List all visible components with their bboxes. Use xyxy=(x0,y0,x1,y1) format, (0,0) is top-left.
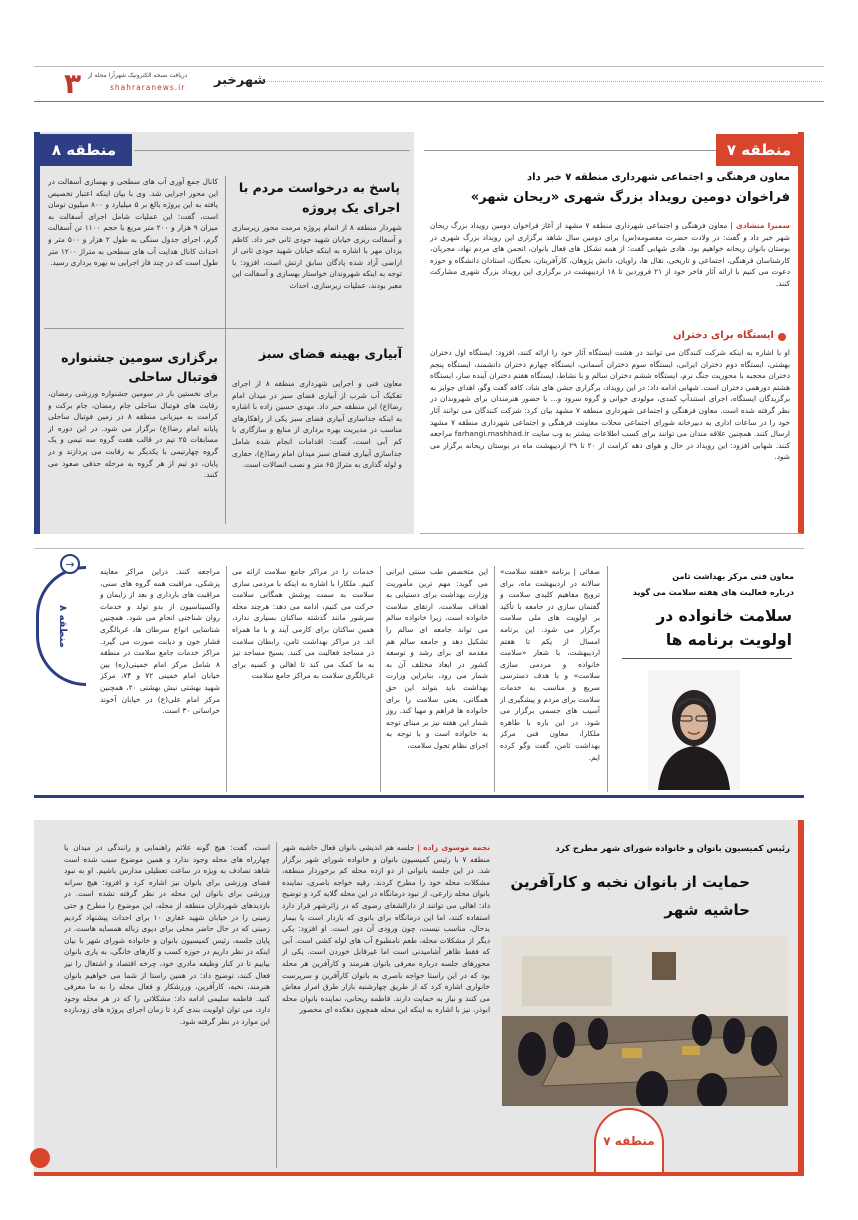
health-arrow-icon[interactable]: → xyxy=(60,554,80,574)
women-tag xyxy=(594,1108,664,1172)
region7-subhead: ایستگاه برای دختران xyxy=(672,330,774,341)
health-col3: خدمات را در مراکز جامع سلامت ارائه می کنیم. ملکارا با اشاره به اینکه با مردمی سازی سلامت به سمت پوشش همگانی سلامت حرکت می کنیم، ادامه می دهد: هرچند محله سرشور مانند گذشته ساکنان بسیاری ندارد، همین ساکنان برای کارمی آیند و با ما همراه اند. در مراکز بهداشت ثامن، رابطان سلامت در مساجد فعالیت می کنند. بسیج مساجد نیز به ما کمک می کند تا اهالی و کسبه برای غربالگری سلامت به مراکز جامع سلامت xyxy=(232,567,374,681)
region8-divider-h xyxy=(44,328,404,329)
health-rule4 xyxy=(226,566,227,792)
header-divider xyxy=(262,81,822,82)
meeting-photo xyxy=(502,936,788,1106)
region7-tag-rule xyxy=(424,150,716,151)
health-col1 xyxy=(500,566,600,792)
health-col2: این متخصص طب سنتی ایرانی می گوید: مهم ترین مأموریت وزارت بهداشت برای دستیابی به اهداف سلامت، ارتقای سلامت خانواده است، زیرا خانواده سالم می تواند جامعه ای سالم را تشکیل دهد و جامعه سالم هم مقدمه ای برای رشد و توسعه کشور در ابعاد مختلف آن به شمار می رود، بنابراین وزارت بهداشت باید بتواند این حق همگانی، یعنی سلامت را برای خانواده ها فراهم و مهیا کند. روز شمار این هفته نیز بر مبنای توجه به خانواده است و با توجه به اجرای نظام تحول سلامت، xyxy=(386,567,488,750)
region7-tag-label: منطقه ۷ xyxy=(726,141,792,159)
region7-body1-text: معاون فرهنگی و اجتماعی شهرداری منطقه ۷ مشهد از آغاز فراخوان دومین رویداد بزرگ ریحان شهر خبر داد و گفت: در ولادت حضرت معصومه(س) برای دومین سال شاهد برگزاری این رویداد بزرگ شهری در بوستان بانوان ریحانه خواهیم بود. هادی شهابی گفت: از همه تشکل های فعال بانوان، انجمن های مردم نهاد، مجریان، کارشناسان فرهنگی، اجتماعی و تاریخی، نقال ها، راویان، دانش پژوهان، کارآفرینان، نخبگان، استادان دانشگاه و حوزه دعوت می کنیم با ارائه آثار فاخر خود از ۲۱ فروردین تا ۱۸ اردیبهشت در برگزاری این رویداد بزرگ شهری مشارکت کنند. xyxy=(430,221,790,288)
health-headline-rule xyxy=(622,658,792,659)
portrait-photo xyxy=(648,670,740,790)
story1-headline: پاسخ به درخواست مردم با اجرای یک پروژه xyxy=(238,180,400,215)
health-col1-text: صفائی | برنامه «هفته سلامت» سالانه در اردیبهشت ماه، برای ترویج مفاهیم کلیدی سلامت و گفتمان سازی در جامعه با تأکید بر اولویت های ملی سلامت برگزار می شود. این برنامه امسال از یکم تا هفتم اردیبهشت، با شعار «سلامت خانواده و مردمی سازی سلامت» و با هدف دسترسی سریع و مناسب به خدمات سلامت برای مردم و پیشگیری از آسیب های جسمی برگزار می شود. در این باره با طاهره ملکارا، معاون فنی مرکز بهداشت ثامن، گفت وگو کرده ایم. xyxy=(500,567,600,762)
header xyxy=(34,66,824,102)
women-col1 xyxy=(282,842,490,1168)
health-rule1 xyxy=(607,566,608,792)
women-col2: است، گفت: هیچ گونه علائم راهنمایی و رانندگی در میدان یا چهارراه های محله وجود ندارد و همین موضوع سبب شده است شاهد تصادف به ویژه در ساعت تعطیلی مدارس باشیم. او به نبود فضای ورزشی برای بانوان نیز اشاره کرد و افزود: هیچ سرانه ورزشی برای بانوان این محله در نظر گرفته نشده است. در بازدیدهای شهرداران منطقه از محله، این موضوع را مطرح و حتی زمینی را در خیابان شهید غفاری ۱۰ برای احداث پیشنهاد کردیم زمینی که در حال حاضر محلی برای دپوی زباله همسایه هاست. در پایان جلسه، رئیس کمیسیون بانوان و خانواده شورای شهر با بیان اینکه در نظر داریم در حوزه کسب و کارهای خانگی، به یاری بانوان بیاییم تا در کنار وظیفه مادری خود، چرخه اقتصاد و اشتغال را نیز فعال کنند، توضیح داد: در همین راستا از شما می خواهیم بانوان هنرمند، نخبه، کارآفرین، ورزشکار و فعال محله را به ما معرفی کنید. فاطمه سلیمی ادامه داد: مشکلاتی را که در هر محله وجود دارد، می توان اولویت بندی کرد تا زمان اجرای پروژه های زودبازده این موارد در نظر گرفته شود. xyxy=(64,843,270,1026)
women-headline: حمایت از بانوان نخبه و کارآفرین حاشیه شهر xyxy=(510,873,750,919)
portrait-illustration xyxy=(648,670,740,790)
region8-tag xyxy=(36,134,132,166)
region7-kicker: معاون فرهنگی و اجتماعی شهرداری منطقه ۷ خبر داد xyxy=(527,172,790,183)
health-kicker2: درباره فعالیت های هفته سلامت می گوید xyxy=(632,588,794,597)
health-kicker1: معاون فنی مرکز بهداشت ثامن xyxy=(672,572,794,581)
region8-tag-label: منطقه ۸ xyxy=(51,141,117,159)
page-number: ۳ xyxy=(64,67,82,100)
meeting-illustration xyxy=(502,936,788,1106)
health-col4: مراجعه کنند. دراین مراکز معاینه پزشکی، مراقبت همه گروه های سنی، مراقبت های بارداری و بعد از زایمان و واکسیناسیون از بدو تولد و خدمات روان شناختی انجام می شود. همچنین شناسایی انواع سرطان ها، غربالگری فشار خون و دیابت صورت می گیرد. مراکز خدمات جامع سلامت در منطقه ۸ شامل مرکز امام خمینی(ره) بین خیابان امام خمینی ۷۲ و ۷۴، مرکز شهید بهشتی نبش بهشتی ۲۰، همچنین مرکز امام علی(ع) در خیابان آخوند خراسانی ۳۰ است. xyxy=(100,567,220,716)
region7-subhead-dot xyxy=(778,333,786,341)
health-rule2 xyxy=(494,566,495,792)
region8-divider-v xyxy=(225,176,226,524)
region7-body2: او با اشاره به اینکه شرکت کنندگان می توانند در هشت ایستگاه آثار خود را ارائه کنند، افزود: ایستگاه اول دختران بهشتی، ایستگاه دوم دختران ایرانی، ایستگاه سوم دختران آسمانی، ایستگاه چهارم دختران دانشمند، ایستگاه پنجم دختران محجبه با محوریت جنگ نرم، ایستگاه ششم دختران سالم و با نشاط، ایستگاه هفتم دختران آینده ساز، ایستگاه هشتم دورهمی دختران است. شهابی ادامه داد: در این رویداد، برگزاری جشن های شاد، کافه گفت وگو، اهدای جوایز به برگزیدگان ایستگاه، اجرای استندآپ کمدی، مولودی خوانی و گروه سرود و... با حضور هنرمندان برای شهروندان در نظر گرفته شده است. معاون فرهنگی و اجتماعی شهرداری منطقه ۷ مشهد بیان کرد: شرکت کنندگان می توانند آثار خود را در ساعات اداری به دبیرخانه شورای اجتماعی محلات معاونت فرهنگی و اجتماعی شهرداری منطقه ۷ مشهد ارسال کنند. همچنین علاقه مندان می توانند برای کسب اطلاعات بیشتر به وب سایت farhangi.mashhad.ir مراجعه کنند. شهابی افزود: این رویداد در حال و هوای دهه کرامت از ۲۰ تا ۲۹ اردیبهشت ماه در بوستان ریحانه برگزار می شود. xyxy=(430,348,790,462)
region7-byline: سمیرا منشادی | xyxy=(730,221,790,230)
region7-body1 xyxy=(430,220,790,314)
women-bottom-dot xyxy=(30,1148,50,1168)
region7-tag xyxy=(716,134,802,166)
header-brand: شهرخبر xyxy=(214,73,267,88)
story1-col2: کانال جمع آوری آب های سطحی و بهسازی آسفالت در این محور اجرایی شد. وی با بیان اینکه اعتبار تخصیص یافته به این پروژه بالغ بر ۵ میلیارد و ۸۰۰ میلیون تومان است، گفت: این عملیات شامل اجرای آسفالت به میزان ۹ هزار و ۲۰۰ متر مربع با حجم ۱۱۰۰ تن آسفالت گرم، اجرای جدول سنگی به طول ۲ هزار و ۵۰۰ متر و احداث کانال هدایت آب های سطحی به متراژ ۱۲۰۰ متر طول است که در چند فاز اجرایی به بهره برداری رسید. xyxy=(48,177,218,268)
story2-body: معاون فنی و اجرایی شهرداری منطقه ۸ از اجرای تفکیک آب شرب از آبیاری فضای سبز در میدان امام رضا(ع) این منطقه خبر داد. مهدی حسین زاده با اشاره به اینکه جداسازی آبیاری فضای سبز یکی از راهکارهای مناسب در مدیریت بهره برداری از منابع و سازگاری با کم آبی است، گفت: اقدامات انجام شده شامل جداسازی آبیاری فضای سبز میدان امام رضا(ع)، حفاری و لوله گذاری به متراژ ۶۵ متر و نصب اتصالات است. xyxy=(232,379,402,470)
region8-tag-rule xyxy=(134,150,410,151)
story1-col1: شهردار منطقه ۸ از اتمام پروژه مرمت محور زیرسازی و آسفالت ریزی خیابان شهید جودی ثانی خبر داد. کاظم یزدان مهر با اشاره به اینکه خیابان شهید جودی ثانی از اراضی آزاد شده پادگان سابق ارتش است، افزود: با توجه به اینکه شهروندان خواستار بهسازی و آسفالت این معبر بودند، عملیات زیرسازی، احداث xyxy=(232,223,402,290)
story3-headline: برگزاری سومین جشنواره فوتبال ساحلی xyxy=(61,350,218,384)
health-tag-label: منطقه ۸ xyxy=(57,604,68,648)
story3-body: برای نخستین بار در سومین جشنواره ورزشی رمضان، رقابت های فوتبال ساحلی جام رمضان، جام برکت و کرامت به میزبانی منطقه ۸ در زمین فوتبال ساحلی پایانه امام رضا(ع) برگزار می شود. در این دوره از مسابقات ۲۵ تیم در قالب هفت گروه سه تیمی و یک گروه چهارتیمی با یکدیگر به رقابت می پردازند و در پایان، دو تیم از هر گروه به مرحله حذفی صعود می کنند. xyxy=(48,389,218,480)
women-col1-text: جلسه هم اندیشی بانوان فعال حاشیه شهر منطقه ۷ با رئیس کمیسیون بانوان و خانواده شورای شهر برگزار شد. در این جلسه بانوانی از دو ازده محله کم برخوردار منطقه، مشکلات محله خود را مطرح کردند. رقیه خواجه باصری، نماینده بانوان محله زارعی، از نبود درمانگاه در این محله گلایه کرد و توضیح داد: اهالی می توانند از دارالشفای رضوی که در زائرشهر قرار دارد استفاده کنند، اما این درمانگاه برای بانوی که باردار است یا بیمار بدحال، مناسب نیست، چون ورودی آن دور است. او افزود: یکی دیگر از مشکلات محله، طعم نامطبوع آب های لوله کشی است. آبی که فقط ظاهر آشامیدنی است اما غیرقابل خوردن است. یکی از محورهای جلسه درباره معرفی بانوان هنرمند و کارآفرین هر محله بود که در این راستا خواجه باصری به بانوان کارآفرین و سرپرست خانواری اشاره کرد که از طریق چهارشنبه بازار طرق امرار معاش می کنند و نیاز به حمایت دارند. فاطمه ریحانی، نماینده بانوان محله ابوذر، نیز با اشاره به اینکه این محله همچون دهکده ای محصور xyxy=(282,843,490,1015)
header-site[interactable]: shahraranews.ir xyxy=(110,83,186,92)
women-tag-label: منطقه ۷ xyxy=(603,1134,655,1148)
women-byline: نجمه موسوی زاده | xyxy=(417,843,490,852)
story2-headline: آبیاری بهینه فضای سبز xyxy=(258,346,402,361)
region7-headline: فراخوان دومین رویداد بزرگ شهری «ریحان شهر» xyxy=(470,190,790,205)
health-rule3 xyxy=(380,566,381,792)
health-headline: سلامت خانواده در اولویت برنامه ها xyxy=(656,607,792,649)
header-tagline: دریافت نسخه الکترونیک شهرآرا محله از xyxy=(88,72,188,79)
women-kicker: رئیس کمیسیون بانوان و خانواده شورای شهر مطرح کرد xyxy=(555,844,790,854)
women-rule1 xyxy=(276,842,277,1168)
